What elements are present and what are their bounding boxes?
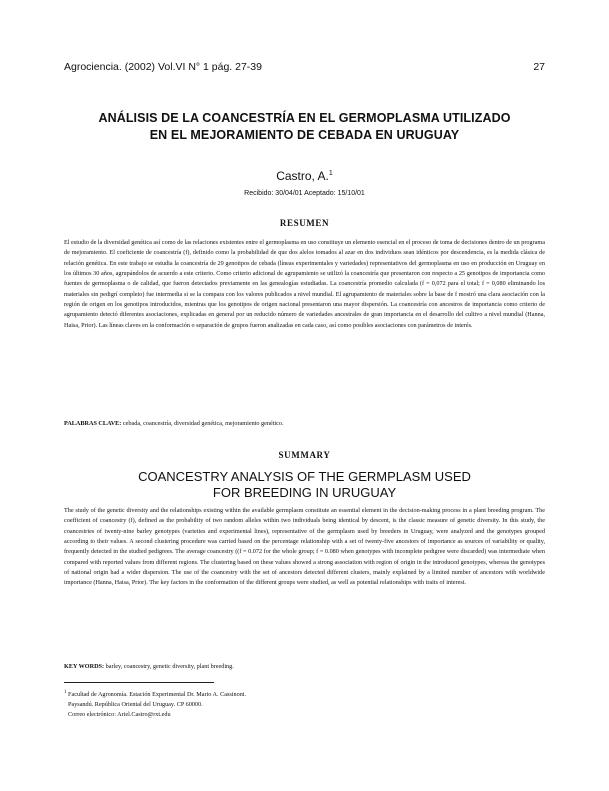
summary-heading: SUMMARY — [278, 450, 331, 460]
resumen-body: El estudio de la diversidad genética así como de las relaciones existentes entre el germoplasma en uso constituye un elemento esencial en el proceso de toma de decisiones dentro de un programa de mejoramiento. El coeficiente de coancestría (f), definido como la probabilidad de que dos alelos tomados al azar en dos individuos sean idénticos por descendencia, es la medida clásica de relación genética. En este trabajo se estudia la coancestría de 29 genotipos de cebada (líneas experimentales y variedades) representativos del germoplasma en uso en producción en Uruguay en los últimos 30 años, agrupándolos de acuerdo a este criterio. Como criterio adicional de agrupamiento se utilizó la coancestría que presentaron con respecto a 25 genotipos de importancia como fuentes de germoplasma o de calidad, que fueron detectados previamente en las genealogías estudiadas. La coancestría promedio calculada (f = 0,072 para el total; f = 0,080 eliminando los materiales sin pedigrí completo) fue intermedia si se la compara con los valores publicados a nivel mundial. El agrupamiento de materiales sobre la base de f mostró una clara asociación con la región de origen en los genotipos introducidos, mientras que los genotipos de origen nacional presentaron una mayor dispersión. La coancestría con ancestros de importancia como criterio de agrupamiento detectó diferentes asociaciones, explicadas en general por un reducido número de variedades ancestrales de gran importancia en el desarrollo del cultivo a nivel mundial (Hanna, Haisa, Prior). Las líneas claves en la conformación o separación de grupos fueron analizadas en cada caso, así como posibles asociaciones con parámetros de interés. — [64, 239, 545, 329]
page-number: 27 — [533, 61, 545, 73]
footnote-divider — [64, 682, 214, 683]
author-line — [0, 170, 609, 182]
resumen-heading: RESUMEN — [279, 218, 330, 228]
received-accepted-dates: Recibido: 30/04/01 Aceptado: 15/10/01 — [244, 190, 365, 197]
english-title-line-2: FOR BREEDING IN URUGUAY — [212, 485, 397, 501]
footnote-email: Correo electrónico: Ariel.Castro@rxt.edu — [68, 711, 171, 718]
palabras-clave — [64, 421, 545, 427]
title-line-1: ANÁLISIS DE LA COANCESTRÍA EN EL GERMOPLASMA UTILIZADO — [98, 111, 511, 125]
palabras-clave-text: cebada, coancestría, diversidad genética, mejoramiento genético. — [122, 420, 284, 427]
footnote-line-2: Paysandú. República Oriental del Uruguay. CP 60000. — [68, 701, 203, 708]
title-line-2: EN EL MEJORAMIENTO DE CEBADA EN URUGUAY — [149, 127, 460, 142]
key-words-text: barley, coancestry, genetic diversity, plant breeding. — [105, 663, 234, 670]
footnote-marker: 1 — [64, 690, 67, 695]
article-title — [40, 110, 569, 144]
key-words-label: KEY WORDS: — [64, 663, 105, 670]
key-words — [64, 664, 545, 670]
palabras-clave-label: PALABRAS CLAVE: — [64, 420, 122, 427]
journal-citation: Agrociencia. (2002) Vol.VI N° 1 pág. 27-39 — [64, 61, 262, 73]
english-title-line-1: COANCESTRY ANALYSIS OF THE GERMPLASM USED — [138, 469, 471, 484]
footnote-line-1 — [64, 688, 545, 700]
author-name: Castro, A. — [276, 169, 329, 183]
running-head — [64, 62, 545, 73]
footnote-affiliation: Facultad de Agronomía. Estación Experimental Dr. Mario A. Cassinoni. — [68, 691, 247, 698]
footnote — [64, 688, 545, 720]
author-note-marker: 1 — [328, 170, 333, 177]
summary-body: The study of the genetic diversity and the relationships existing within the available germplasm constitute an essential element in the decision-making process in a plant breeding program. The coefficient of coancestry (f), defined as the probability of two random alleles within two individuals being identical by descent, is the classic measure of genetic diversity. In this study, the coancestries of twenty-nine barley genotypes (varieties and experimental lines), representative of the germplasm used by breeders in Uruguay, were analyzed and the genotypes grouped according to their values. A second clustering procedure was carried based on the percentage relationship with a set of twenty-five ancestors of importance as sources of variability or quality, frequently detected in the studied pedigrees. The average coancestry ((f = 0.072 for the whole group; f = 0.080 when genotypes with incomplete pedigree were discarded) was intermediate when compared with reported values from different regions. The clustering based on these values showed a strong association with region of origin in the introduced genotypes, whereas the genotypes of national origin had a wider dispersion. The use of the coancestry with the set of ancestors detected different clusters, mainly explained by a limited number of ancestors with worldwide importance (Hanna, Haisa, Prior). The key factors in the conformation of the different groups were studied, as well as potential relationships with traits of interest. — [64, 507, 545, 587]
english-title — [40, 469, 569, 502]
